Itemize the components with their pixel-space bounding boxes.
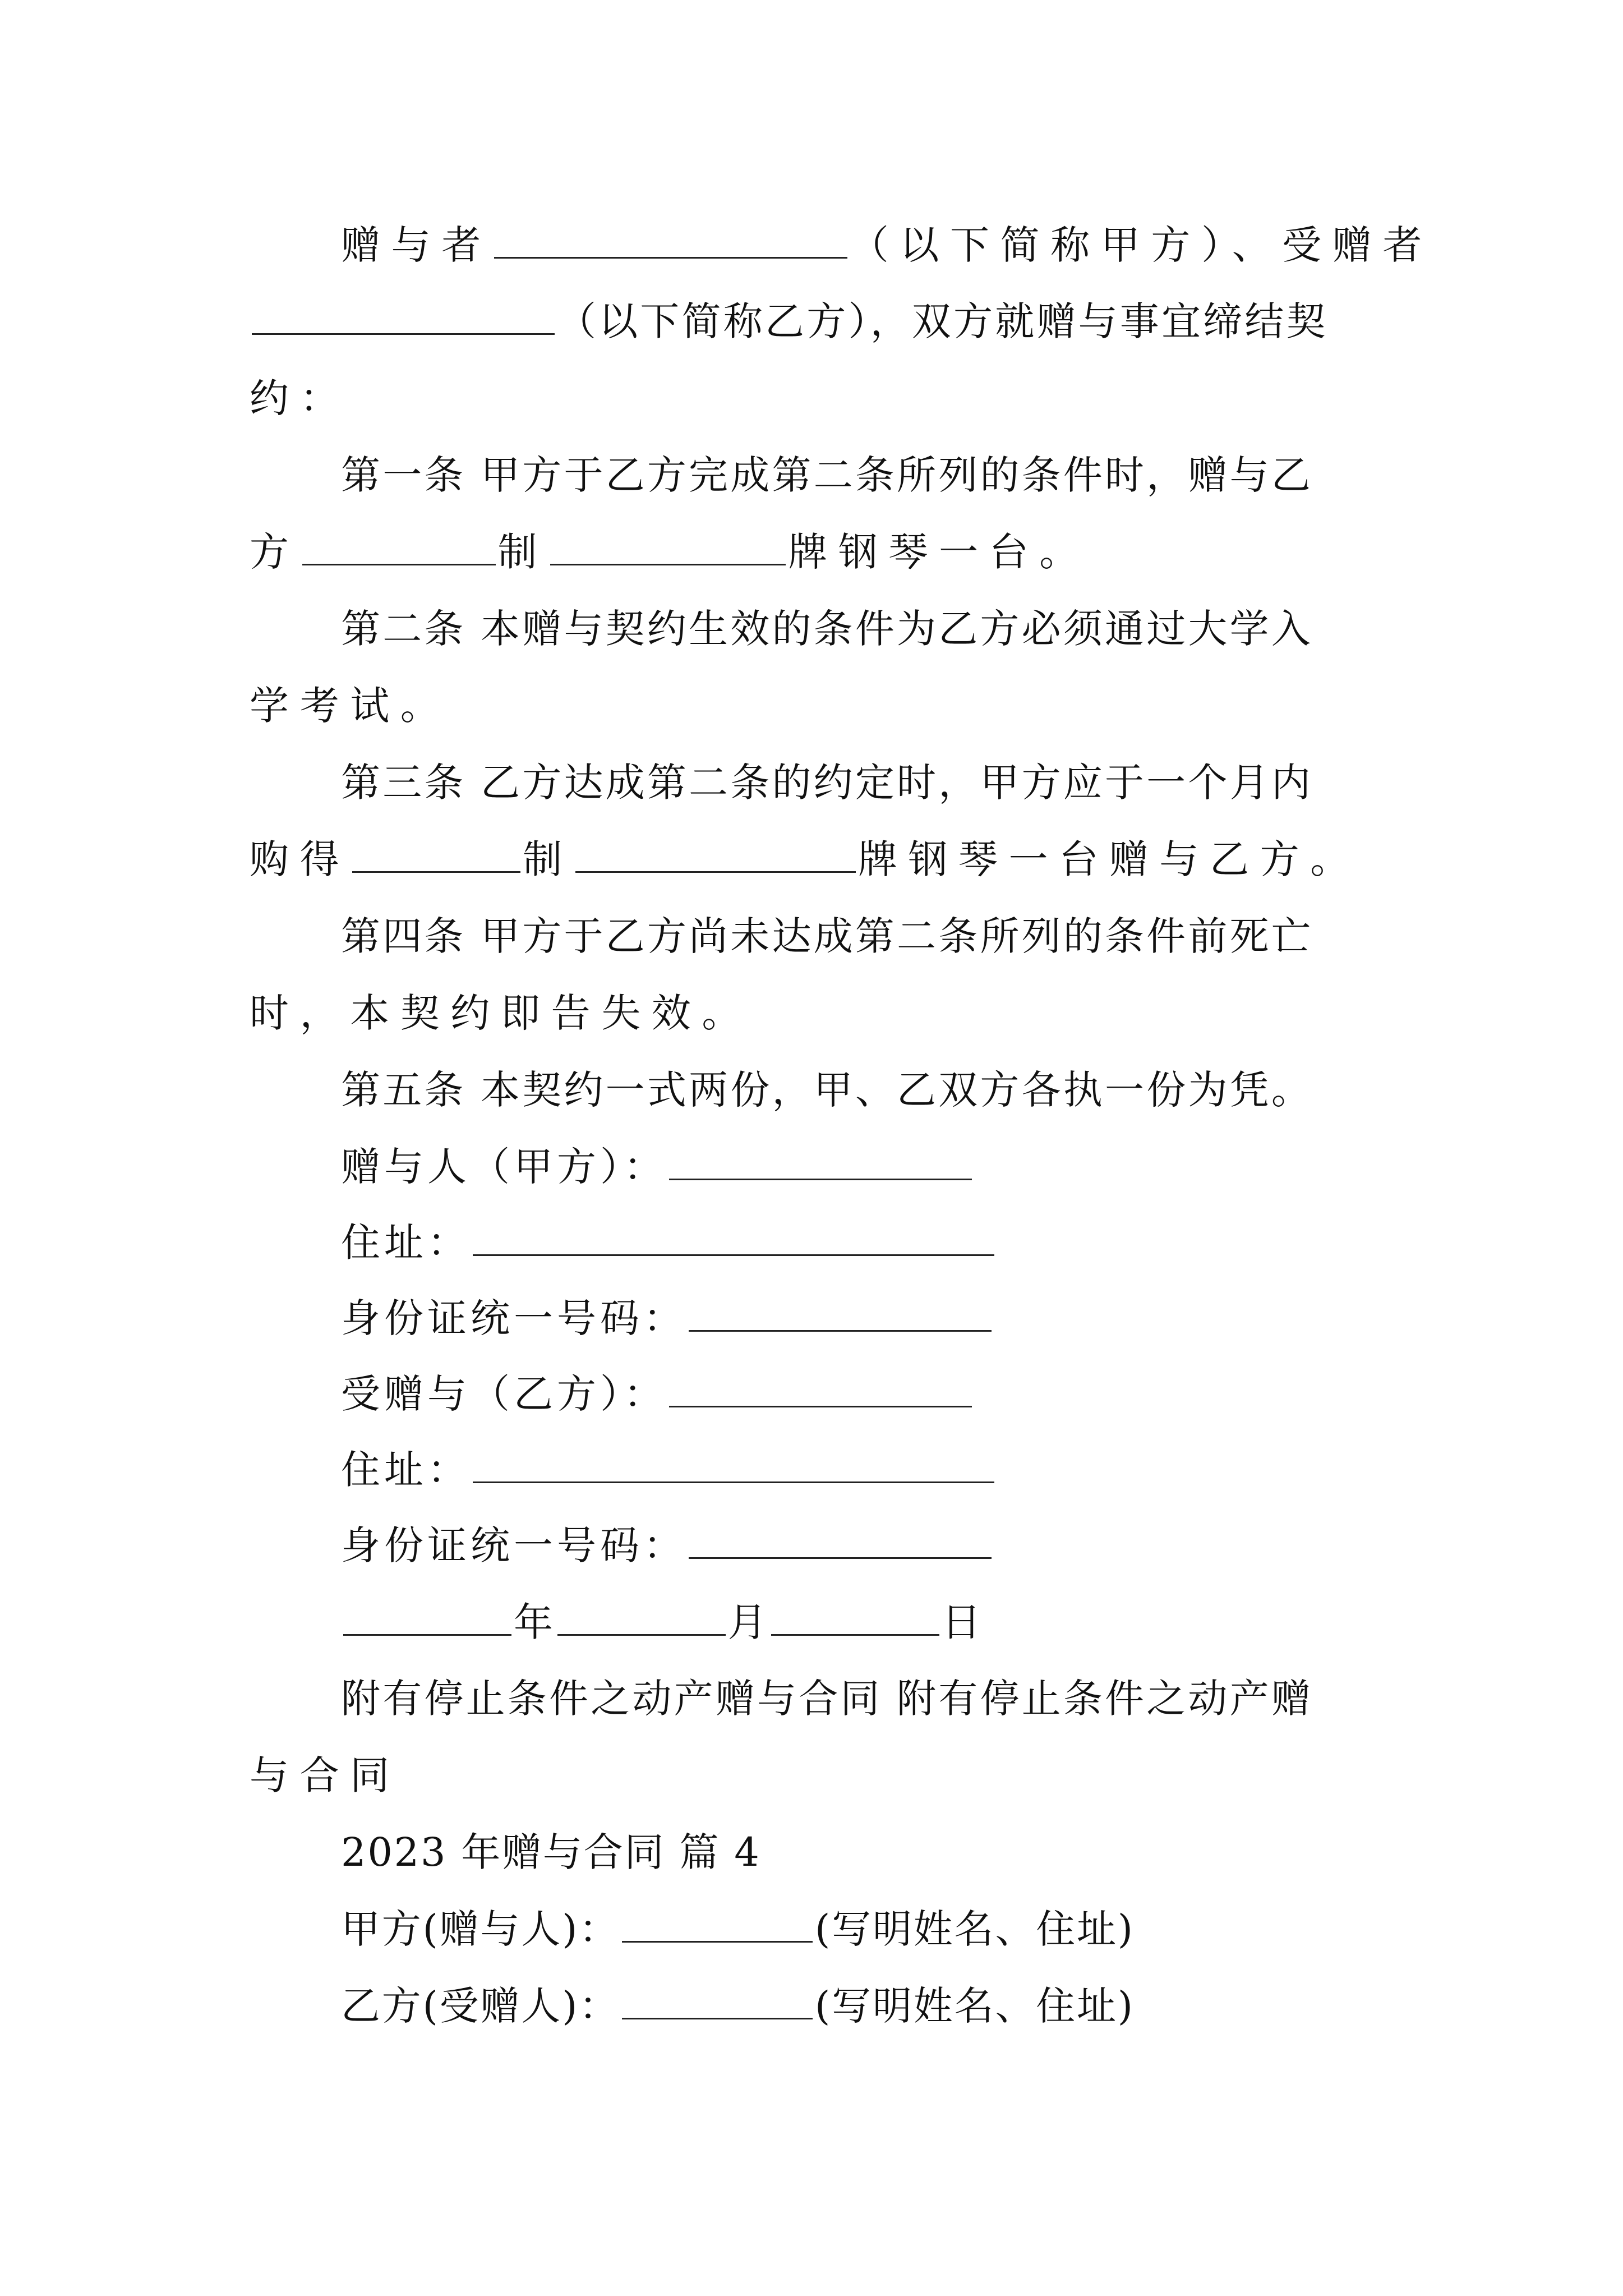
- article-4-line-1: 第四条 甲方于乙方尚未达成第二条所列的条件前死亡: [341, 913, 1313, 959]
- donor-name-blank[interactable]: [494, 254, 847, 259]
- intro-line-3: 约：: [250, 375, 351, 421]
- article-3-line-1: 第三条 乙方达成第二条的约定时，甲方应于一个月内: [341, 760, 1313, 806]
- donor-address-line: 住址：: [341, 1212, 1474, 1273]
- intro-line-1: [341, 214, 1474, 276]
- donor-signature-field[interactable]: [669, 1175, 972, 1180]
- footer-note-line-1: 附有停止条件之动产赠与合同 附有停止条件之动产赠: [341, 1676, 1313, 1722]
- party-b-line: 乙方(受赠人)： (写明姓名、住址): [341, 1983, 1135, 2029]
- brand-blank-2[interactable]: [575, 868, 856, 873]
- donor-label: 赠与者: [341, 222, 492, 268]
- donor-id-field[interactable]: [689, 1327, 992, 1332]
- day-field[interactable]: [771, 1631, 939, 1636]
- article-4-line-2: 时，本契约即告失效。: [250, 990, 752, 1036]
- party-b-field[interactable]: [622, 2014, 813, 2019]
- article-2-line-1: 第二条 本赠与契约生效的条件为乙方必须通过大学入: [341, 606, 1313, 652]
- intro-line-2: [250, 291, 1382, 352]
- article-5-line-1: 第五条 本契约一式两份，甲、乙双方各执一份为凭。: [341, 1067, 1313, 1113]
- donee-id-line: 身份证统一号码：: [341, 1515, 1474, 1576]
- date-line: 年 月 日: [341, 1591, 1474, 1653]
- section-4-heading: 2023 年赠与合同 篇 4: [341, 1829, 761, 1875]
- maker-blank-1[interactable]: [302, 560, 496, 565]
- donor-address-field[interactable]: [473, 1251, 994, 1256]
- donor-signature-line: 赠与人（甲方）：: [341, 1136, 1474, 1198]
- donee-name-blank[interactable]: [252, 330, 555, 335]
- donee-address-line: 住址：: [341, 1439, 1474, 1501]
- article-3-line-2: 购得 制 牌钢琴一台赠与乙方。: [250, 836, 1361, 882]
- intro-text-2: （以下简称乙方），双方就赠与事宜缔结契: [557, 298, 1328, 344]
- footer-note-line-2: 与合同: [250, 1752, 400, 1798]
- donee-signature-line: 受赠与（乙方）：: [341, 1363, 1474, 1425]
- maker-blank-2[interactable]: [352, 868, 520, 873]
- article-2-line-2: 学考试。: [250, 683, 451, 729]
- party-a-field[interactable]: [622, 1938, 813, 1943]
- year-field[interactable]: [343, 1631, 511, 1636]
- intro-text-1: （以下简称甲方）、受赠者: [849, 222, 1433, 268]
- donee-address-field[interactable]: [473, 1478, 994, 1483]
- article-1-line-1: 第一条 甲方于乙方完成第二条所列的条件时，赠与乙: [341, 452, 1313, 498]
- party-a-line: 甲方(赠与人)： (写明姓名、住址): [341, 1906, 1135, 1952]
- donee-signature-field[interactable]: [669, 1402, 972, 1407]
- article-1-line-2: 方 制 牌钢琴一台。: [250, 529, 1090, 575]
- donee-id-field[interactable]: [689, 1554, 992, 1559]
- month-field[interactable]: [557, 1631, 726, 1636]
- donor-id-line: 身份证统一号码：: [341, 1287, 1474, 1349]
- brand-blank-1[interactable]: [550, 560, 786, 565]
